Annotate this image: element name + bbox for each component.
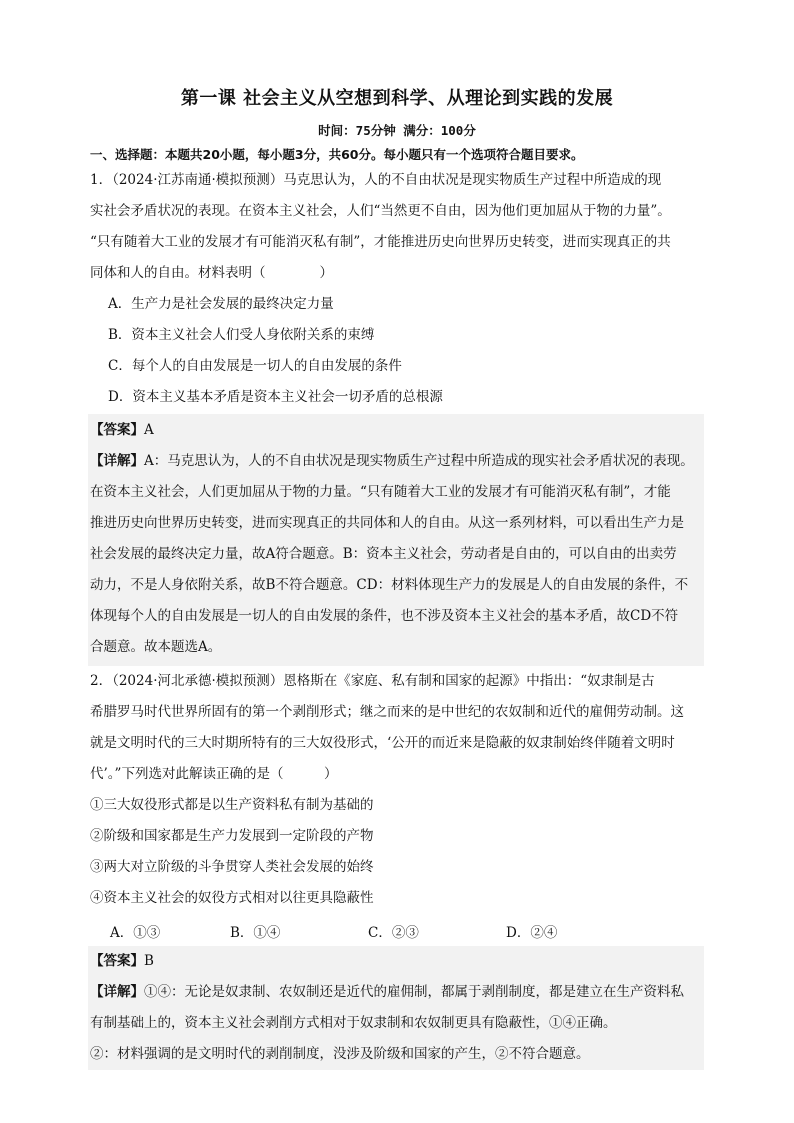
choice-d: D．②④ [506, 925, 558, 941]
explanation-1-line [90, 451, 694, 471]
option-d: D．资本主义基本矛盾是资本主义社会一切矛盾的总根源 [108, 389, 443, 405]
question-1-line: “只有随着大工业的发展才有可能消灭私有制”，才能推进历史向世界历史转变，进而实现真正的共 [90, 234, 671, 250]
question-1-line: 1．（2024·江苏南通·模拟预测）马克思认为，人的不自由状况是现实物质生产过程中所造成的现 [90, 172, 662, 188]
question-2-line: 就是文明时代的三大时期所特有的三大奴役形式，‘公开的而近来是隐蔽的奴隶制始终伴随着文明时 [90, 735, 675, 751]
explanation-text: ①④：无论是奴隶制、农奴制还是近代的雇佣制，都属于剥削制度，都是建立在生产资料私 [144, 984, 684, 1000]
statement-1: ①三大奴役形式都是以生产资料私有制为基础的 [90, 797, 374, 813]
explanation-2-line [90, 982, 684, 1002]
choice-a: A．①③ [110, 925, 161, 941]
explanation-1-line: 在资本主义社会，人们更加屈从于物的力量。“只有随着大工业的发展才有可能消灭私有制”，才能 [90, 484, 671, 500]
answer-value: A [144, 422, 154, 438]
answer-label: 【答案】 [90, 422, 144, 438]
exam-meta: 时间：75分钟 满分：100分 [318, 123, 476, 138]
choice-b: B．①④ [230, 925, 281, 941]
answer-value: B [144, 953, 154, 969]
answer-label: 【答案】 [90, 953, 144, 969]
statement-2: ②阶级和国家都是生产力发展到一定阶段的产物 [90, 828, 374, 844]
statement-4: ④资本主义社会的奴役方式相对以往更具隐蔽性 [90, 890, 374, 906]
question-2-line: 2．（2024·河北承德·模拟预测）恩格斯在《家庭、私有制和国家的起源》中指出：“奴隶制是古 [90, 673, 655, 689]
explanation-1-line: 动力，不是人身依附关系，故B不符合题意。CD：材料体现生产力的发展是人的自由发展的条件，不 [90, 577, 689, 593]
question-1-line: 同体和人的自由。材料表明（ ） [90, 265, 333, 281]
section-heading: 一、选择题：本题共20小题，每小题3分，共60分。每小题只有一个选项符合题目要求。 [90, 147, 584, 162]
explanation-label: 【详解】 [90, 984, 144, 1000]
explanation-1-line: 推进历史向世界历史转变，进而实现真正的共同体和人的自由。从这一系列材料，可以看出生产力是 [90, 515, 684, 531]
option-a: A．生产力是社会发展的最终决定力量 [108, 296, 334, 312]
option-b: B．资本主义社会人们受人身依附关系的束缚 [108, 327, 375, 343]
answer-2 [90, 951, 154, 971]
question-2-line: 希腊罗马时代世界所固有的第一个剥削形式；继之而来的是中世纪的农奴制和近代的雇佣劳动制。这 [90, 704, 684, 720]
statement-3: ③两大对立阶级的斗争贯穿人类社会发展的始终 [90, 859, 374, 875]
explanation-1-line: 体现每个人的自由发展是一切人的自由发展的条件，也不涉及资本主义社会的基本矛盾，故CD不符 [90, 608, 679, 624]
explanation-2-line: ②：材料强调的是文明时代的剥削制度，没涉及阶级和国家的产生，②不符合题意。 [90, 1046, 590, 1062]
answer-1 [90, 420, 154, 440]
page-title: 第一课 社会主义从空想到科学、从理论到实践的发展 [180, 88, 614, 109]
question-1-line: 实社会矛盾状况的表现。在资本主义社会，人们“当然更不自由，因为他们更加屈从于物的力量”。 [90, 203, 671, 219]
explanation-2-line: 有制基础上的，资本主义社会剥削方式相对于奴隶制和农奴制更具有隐蔽性，①④正确。 [90, 1015, 617, 1031]
explanation-text: A：马克思认为，人的不自由状况是现实物质生产过程中所造成的现实社会矛盾状况的表现。 [144, 453, 694, 469]
explanation-label: 【详解】 [90, 453, 144, 469]
question-2-line: 代’。”下列选对此解读正确的是（ ） [90, 766, 338, 782]
choice-c: C．②③ [368, 925, 419, 941]
option-c: C．每个人的自由发展是一切人的自由发展的条件 [108, 358, 402, 374]
explanation-1-line: 合题意。故本题选A。 [90, 639, 222, 655]
explanation-1-line: 社会发展的最终决定力量，故A符合题意。B：资本主义社会，劳动者是自由的，可以自由的出卖劳 [90, 546, 677, 562]
